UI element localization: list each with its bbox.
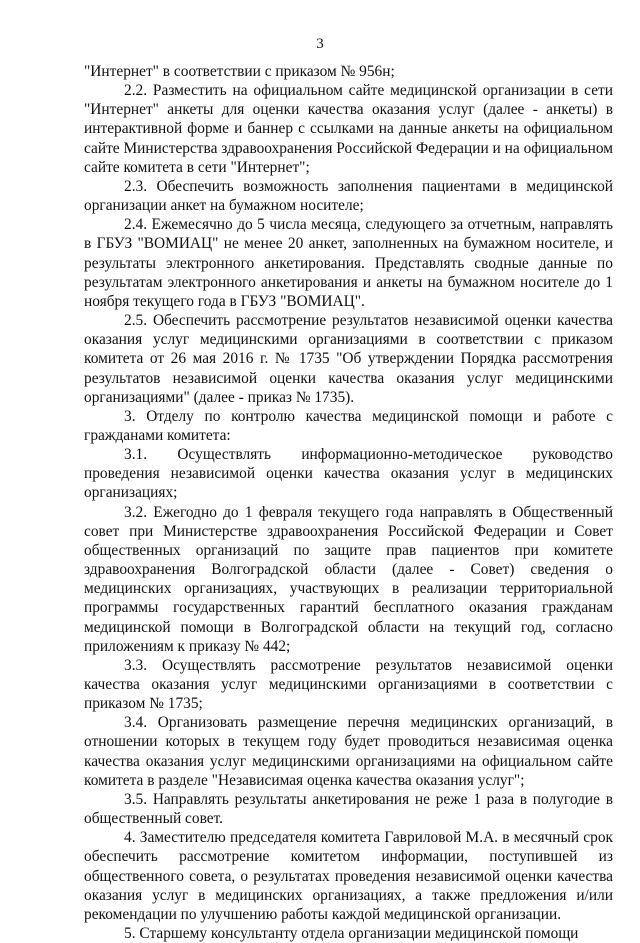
paragraph-3-1: 3.1. Осуществлять информационно-методическое руководство проведения независимой оценки качества оказания услуг в медицинских организациях;	[84, 446, 613, 502]
paragraph-continuation: "Интернет" в соответствии с приказом № 956н;	[84, 63, 395, 80]
paragraph-3-3: 3.3. Осуществлять рассмотрение результатов независимой оценки качества оказания услуг медицинскими организациями в соответствии с приказом № 1735;	[84, 656, 613, 713]
paragraph-3-2: 3.2. Ежегодно до 1 февраля текущего года направлять в Общественный совет при Министерстве здравоохранения Российской Федерации и Совет общественных организаций по защите прав пациентов при комитете здравоохранения Волгоградской области (далее - Совет) сведения о медицинских организациях, участвующих в реализации территориальной программы государственных гарантий бесплатного оказания гражданам медицинской помощи в Волгоградской области на текущий год, согласно приложениям к приказу № 442;	[84, 503, 613, 655]
paragraph-5: 5. Старшему консультанту отдела организации медицинской помощи	[124, 925, 579, 943]
page-number: 3	[316, 36, 324, 52]
paragraph-2-3: 2.3. Обеспечить возможность заполнения пациентами в медицинской организации анкет на бумажном носителе;	[84, 177, 613, 215]
paragraph-2-5: 2.5. Обеспечить рассмотрение результатов независимой оценки качества оказания услуг медицинскими организациями в соответствии с приказом комитета от 26 мая 2016 г. № 1735 "Об утверждении Порядка рассмотрения результатов независимой оценки качества оказания услуг медицинскими организациями" (далее - приказ № 1735).	[84, 312, 613, 406]
paragraph-2-4: 2.4. Ежемесячно до 5 числа месяца, следующего за отчетным, направлять в ГБУЗ "ВОМИАЦ" не менее 20 анкет, заполненных на бумажном носителе, и результаты электронного анкетирования. Представлять сводные данные по результатам электронного анкетирования и анкеты на бумажном носителе до 1 ноября текущего года в ГБУЗ "ВОМИАЦ".	[84, 216, 613, 310]
document-body	[84, 62, 613, 943]
paragraph-3-5: 3.5. Направлять результаты анкетирования не реже 1 раза в полугодие в общественный совет.	[84, 790, 613, 828]
paragraph-3-4: 3.4. Организовать размещение перечня медицинских организаций, в отношении которых в текущем году будет проводиться независимая оценка качества оказания услуг медицинскими организациями на официальном сайте комитета в разделе "Независимая оценка качества оказания услуг";	[84, 714, 613, 789]
paragraph-3: 3. Отделу по контролю качества медицинской помощи и работе с гражданами комитета:	[84, 407, 613, 444]
paragraph-4: 4. Заместителю председателя комитета Гавриловой М.А. в месячный срок обеспечить рассмотрение комитетом информации, поступившей из общественного совета, о результатах проведения независимой оценки качества оказания услуг в медицинских организациях, а также предложения и/или рекомендации по улучшению работы каждой медицинской организации.	[84, 829, 613, 923]
paragraph-2-2: 2.2. Разместить на официальном сайте медицинской организации в сети "Интернет" анкеты для оценки качества оказания услуг (далее - анкеты) в интерактивной форме и баннер с ссылками на данные анкеты на официальном сайте Министерства здравоохранения Российской Федерации и на официальном сайте комитета в сети "Интернет";	[84, 82, 613, 176]
